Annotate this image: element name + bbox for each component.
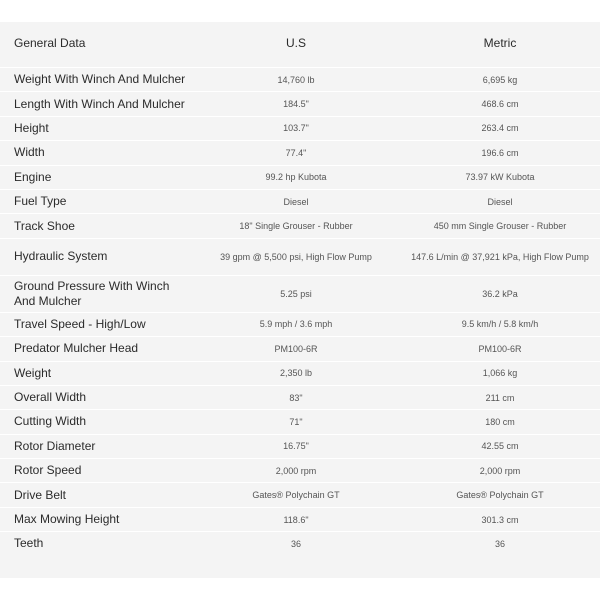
row-metric-value: 36.2 kPa <box>482 288 518 299</box>
table-row <box>0 434 600 458</box>
row-label: Length With Winch And Mulcher <box>14 96 185 111</box>
row-us-value: 5.25 psi <box>280 288 312 299</box>
row-label: Hydraulic System <box>14 249 108 264</box>
row-us-value: Gates® Polychain GT <box>252 490 340 501</box>
row-metric-value: 263.4 cm <box>481 123 519 134</box>
row-label: Cutting Width <box>14 414 87 429</box>
row-us-value: 103.7" <box>283 123 309 134</box>
row-metric-value: 211 cm <box>485 392 515 403</box>
table-row <box>0 507 600 531</box>
table-row <box>0 189 600 213</box>
header-metric: Metric <box>483 36 517 50</box>
row-label: Weight With Winch And Mulcher <box>14 72 186 87</box>
row-metric-value: 147.6 L/min @ 37,921 kPa, High Flow Pump <box>411 251 589 262</box>
table-row <box>0 91 600 115</box>
row-us-value: 99.2 hp Kubota <box>265 172 327 183</box>
row-metric-value: 180 cm <box>485 416 515 427</box>
table-row <box>0 385 600 409</box>
row-metric-value: Diesel <box>487 196 513 207</box>
row-us-value: Diesel <box>283 196 309 207</box>
table-row <box>0 213 600 237</box>
spec-table-body <box>0 67 600 556</box>
row-label: Engine <box>14 169 52 184</box>
row-us-value: 77.4" <box>285 147 307 158</box>
row-label: Rotor Speed <box>14 463 82 478</box>
row-us-value: 83" <box>289 392 303 403</box>
table-row <box>0 482 600 506</box>
row-us-value: 16.75" <box>283 441 309 452</box>
row-metric-value: 2,000 rpm <box>479 465 521 476</box>
row-us-value: 5.9 mph / 3.6 mph <box>259 319 333 330</box>
table-row <box>0 336 600 360</box>
row-metric-value: 42.55 cm <box>481 441 519 452</box>
row-label: Travel Speed - High/Low <box>14 316 146 331</box>
row-metric-value: 9.5 km/h / 5.8 km/h <box>461 319 539 330</box>
header-us: U.S <box>285 36 306 50</box>
row-us-value: 36 <box>290 538 301 549</box>
row-us-value: 71" <box>289 416 303 427</box>
row-metric-value: 73.97 kW Kubota <box>465 172 535 183</box>
row-label: Max Mowing Height <box>14 512 120 527</box>
header-general-data: General Data <box>14 35 86 50</box>
row-label: Ground Pressure With Winch And Mulcher <box>14 278 170 308</box>
row-metric-value: PM100-6R <box>478 343 522 354</box>
row-label: Overall Width <box>14 390 87 405</box>
table-row <box>0 67 600 91</box>
row-label: Width <box>14 145 45 160</box>
row-label: Predator Mulcher Head <box>14 341 139 356</box>
spec-table-header <box>0 22 600 64</box>
row-label: Rotor Diameter <box>14 438 96 453</box>
table-row <box>0 238 600 275</box>
row-metric-value: 6,695 kg <box>482 74 518 85</box>
row-us-value: 18" Single Grouser - Rubber <box>239 221 353 232</box>
row-us-value: 118.6" <box>283 514 309 525</box>
row-metric-value: 196.6 cm <box>481 147 519 158</box>
table-row <box>0 116 600 140</box>
row-us-value: 184.5" <box>283 99 309 110</box>
row-label: Fuel Type <box>14 194 67 209</box>
row-metric-value: 301.3 cm <box>481 514 519 525</box>
table-row <box>0 312 600 336</box>
row-metric-value: 1,066 kg <box>482 368 518 379</box>
row-metric-value: 450 mm Single Grouser - Rubber <box>433 221 567 232</box>
table-row <box>0 165 600 189</box>
table-row <box>0 409 600 433</box>
row-us-value: 2,350 lb <box>279 368 313 379</box>
row-metric-value: 36 <box>494 538 505 549</box>
table-row <box>0 140 600 164</box>
table-row <box>0 458 600 482</box>
row-label: Drive Belt <box>14 487 67 502</box>
row-label: Height <box>14 120 49 135</box>
row-us-value: 14,760 lb <box>277 74 315 85</box>
row-us-value: 2,000 rpm <box>275 465 317 476</box>
row-metric-value: Gates® Polychain GT <box>456 490 544 501</box>
row-label: Weight <box>14 365 52 380</box>
row-label: Track Shoe <box>14 218 75 233</box>
row-us-value: 39 gpm @ 5,500 psi, High Flow Pump <box>220 251 372 262</box>
row-label: Teeth <box>14 536 44 551</box>
row-metric-value: 468.6 cm <box>481 99 519 110</box>
row-us-value: PM100-6R <box>274 343 318 354</box>
table-row <box>0 361 600 385</box>
table-row <box>0 275 600 312</box>
table-row <box>0 531 600 555</box>
